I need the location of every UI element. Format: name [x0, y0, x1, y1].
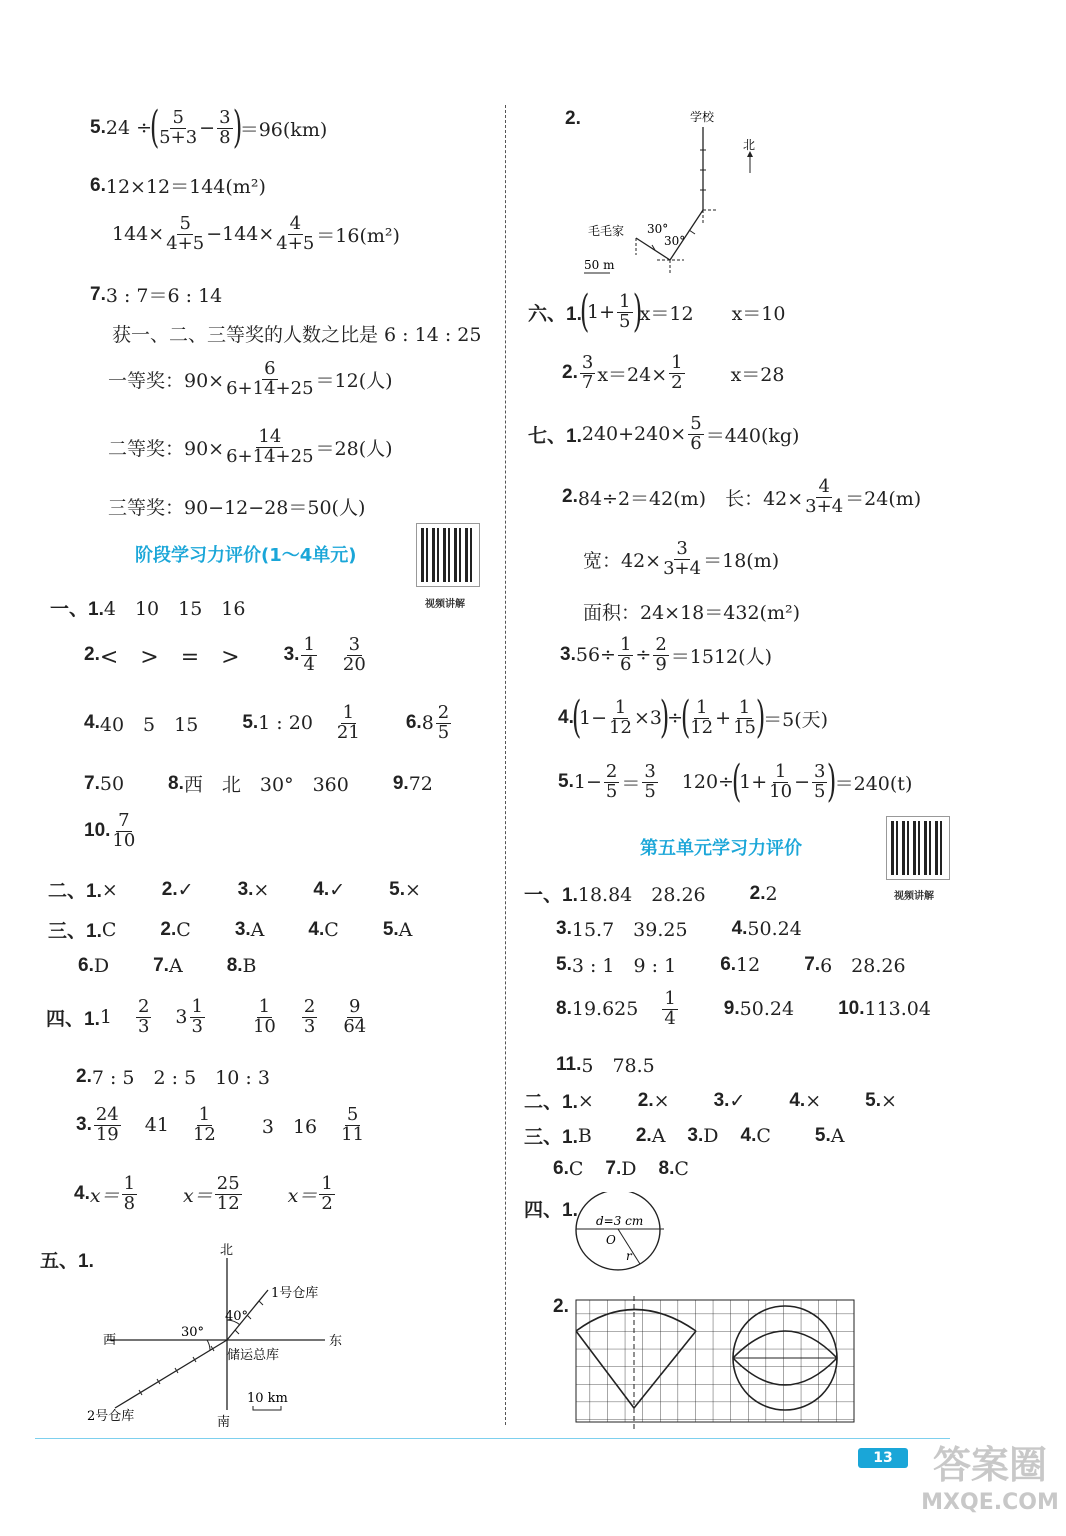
stage-s4-line1: 四、1. 1 2 3 3 1 3 1 10 2 3 9 64	[46, 996, 367, 1037]
angle-30-label: 30°	[181, 1325, 205, 1340]
right-s7-line5: 3. 56÷ $\frac{1}{6}$ ÷ $\frac{2}{9}$ ＝1512(人)	[560, 634, 772, 675]
left-q7-line5: 三等奖：90−12−28＝50(人)	[108, 497, 366, 519]
depot-label: 储运总库	[227, 1348, 280, 1363]
diameter-label: d=3 cm	[596, 1214, 644, 1228]
unit5-u1-line4: 8. 19.625 1 4 9. 50.24 10. 113.04	[556, 988, 931, 1029]
scale-label-right: 50 m	[584, 258, 615, 272]
stage-s3-line2: 6. D 7. A 8. B	[78, 955, 257, 977]
left-q6-line1: 6. 12×12＝144(m²)	[90, 174, 266, 198]
right-s6-line1: 六、1. ( 1+ $\frac{1}{5}$ ) x＝12 x＝10	[528, 286, 786, 337]
stage-s1-line3: 4. 40 5 15 5. 1 : 20 1 21 6. 8 2 5	[84, 702, 450, 743]
right-s7-line7: 5. 1− $\frac{2}{5}$ ＝ 3 5 120÷ ( 1+ $\frac{1}{10}$ − $\frac{3}{5}$ ) ＝240(t)	[558, 756, 913, 807]
unit5-u4-q2-label: 2.	[553, 1296, 569, 1317]
unit5-u1-line5: 11. 5 78.5	[556, 1053, 655, 1077]
stage-s5-label: 五、1.	[40, 1251, 94, 1272]
stage-s1-line5: 10. 7 10	[84, 810, 136, 851]
unit5-u1-line1: 一、1. 18.84 28.26 2. 2	[524, 882, 778, 906]
unit5-u3-line2: 6. C 7. D 8. C	[553, 1158, 689, 1180]
radius-label: r	[626, 1249, 632, 1263]
stage-s2: 二、1. × 2. ✓ 3. × 4. ✓ 5. ×	[48, 878, 421, 902]
compass-west-label: 西	[103, 1333, 117, 1348]
compass-east-label: 东	[329, 1334, 343, 1349]
right-s7-line2: 2. 84÷2＝42(m) 长：42× $\frac{4}{3+4}$ ＝24(m)	[562, 476, 922, 517]
compass-south-label: 南	[217, 1415, 231, 1430]
page-number: 13	[873, 1450, 893, 1466]
stage-s4-line2: 2. 7 : 5 2 : 5 10 : 3	[76, 1065, 270, 1089]
warehouse-1-label: 1号仓库	[271, 1286, 319, 1301]
qr-code-left[interactable]	[416, 523, 480, 587]
circle-diagram	[572, 1192, 672, 1274]
watermark-text: 答案圈	[932, 1443, 1047, 1487]
left-q7-line3: 一等奖：90× $\frac{6}{6+14+25}$ ＝12(人)	[108, 358, 393, 399]
watermark-url: MXQE.COM	[921, 1490, 1059, 1515]
left-q6-line2: 144× $\frac{5}{4+5}$ −144× $\frac{4}{4+5}$ ＝16(m²)	[112, 213, 400, 254]
grid-figure-diagram	[572, 1296, 858, 1430]
school-route-diagram	[582, 105, 782, 285]
stage-s4-line4: 4. x＝ 1 8 x＝ 25 12 x＝ 1 2	[74, 1173, 333, 1214]
left-q7-line1: 7. 3 : 7＝6 : 14	[90, 283, 223, 307]
qr-caption-left: 视频讲解	[425, 599, 465, 610]
qr-code-right[interactable]	[886, 816, 950, 880]
angle-label-2: 30°	[664, 234, 686, 248]
unit5-u3-line1: 三、1. B 2. A 3. D 4. C 5. A	[524, 1124, 845, 1148]
north-label: 北	[743, 138, 756, 152]
unit5-u1-line3: 5. 3 : 1 9 : 1 6. 12 7. 6 28.26	[556, 953, 906, 977]
warehouse-compass-diagram	[85, 1240, 365, 1435]
warehouse-2-label: 2号仓库	[87, 1409, 135, 1424]
right-s7-line3: 宽：42× $\frac{3}{3+4}$ ＝18(m)	[583, 538, 780, 579]
stage-s1-line1: 一、1. 4 10 15 16	[50, 598, 246, 620]
stage-s1-line4: 7. 50 8. 西 北 30° 360 9. 72	[84, 772, 433, 796]
left-q5: 5. 24 ÷ ( 5 5+3 − $\frac{3}{8}$ ) ＝96(km)	[90, 102, 328, 153]
left-q7-line2: 获一、二、三等奖的人数之比是 6 : 14 : 25	[112, 324, 482, 346]
unit5-u2: 二、1. × 2. × 3. ✓ 4. × 5. ×	[524, 1089, 897, 1113]
left-q7-line4: 二等奖：90× $\frac{14}{6+14+25}$ ＝28(人)	[108, 426, 393, 467]
page-number-badge	[858, 1448, 908, 1468]
right-s7-line6: 4. ( 1− $\frac{1}{12}$ ×3 ) ÷ ( 1 12 + $\frac{1}{15}$ ) ＝5(天)	[558, 692, 829, 743]
watermark	[920, 1440, 1060, 1530]
angle-40-label: 40°	[225, 1309, 249, 1324]
school-label: 学校	[690, 110, 715, 124]
column-divider	[505, 105, 506, 1425]
right-s7-line4: 面积：24×18＝432(m²)	[583, 602, 800, 624]
center-label: O	[606, 1233, 616, 1247]
stage-s4-line3: 3. 24 19 41 1 12 3 16 5 11	[76, 1104, 365, 1145]
stage-s1-line2: 2. < > = > 3. 1 4 3 20	[84, 634, 366, 675]
section-title-stage: 阶段学习力评价(1～4单元)	[135, 545, 357, 566]
right-q2-label: 2.	[565, 108, 581, 129]
unit5-u4-label: 四、1.	[524, 1200, 578, 1221]
scale-label: 10 km	[247, 1391, 288, 1406]
right-s7-line1: 七、1. 240+240× $\frac{5}{6}$ ＝440(kg)	[528, 413, 800, 454]
footer-line	[35, 1438, 950, 1439]
home-label: 毛毛家	[588, 224, 625, 238]
right-s6-line2: 2. 3 7 x＝24× $\frac{1}{2}$ x＝28	[562, 352, 785, 393]
section-title-unit5: 第五单元学习力评价	[640, 838, 802, 859]
compass-north-label: 北	[220, 1243, 234, 1258]
unit5-u1-line2: 3. 15.7 39.25 4. 50.24	[556, 917, 802, 941]
stage-s3-line1: 三、1. C 2. C 3. A 4. C 5. A	[48, 918, 413, 942]
qr-caption-right: 视频讲解	[894, 891, 934, 902]
angle-label-1: 30°	[647, 222, 669, 236]
